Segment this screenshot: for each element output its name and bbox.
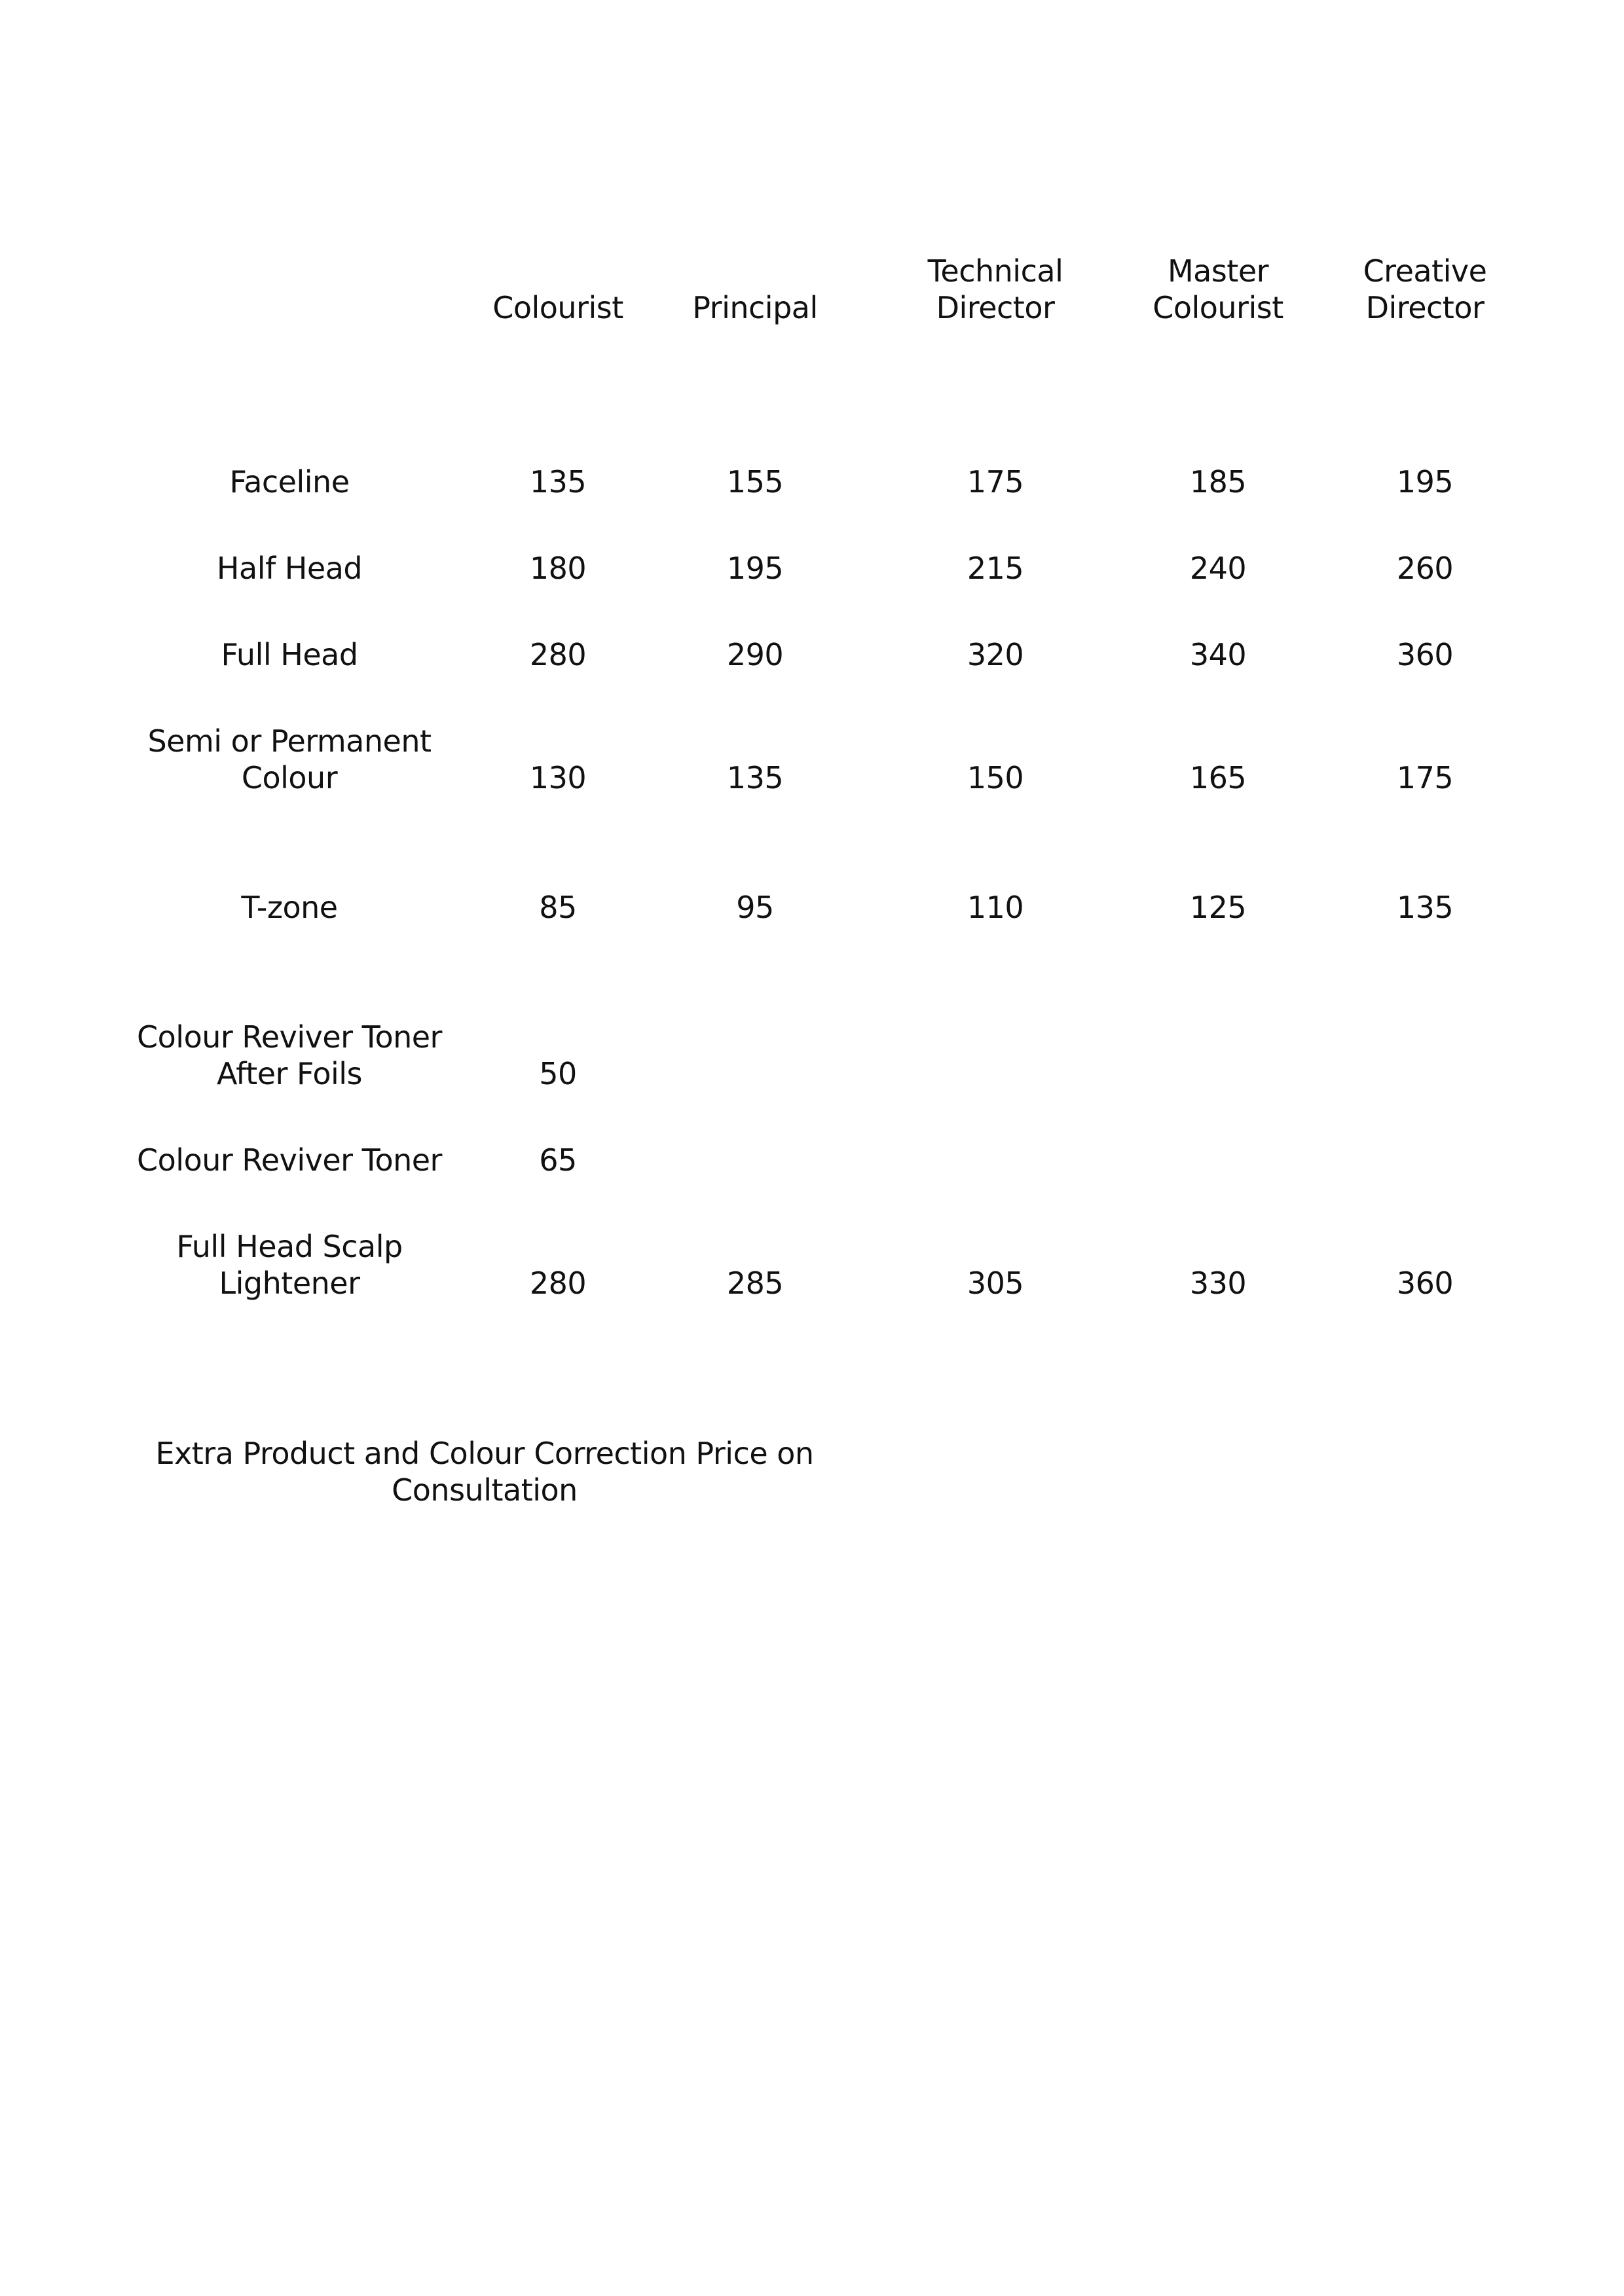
price-cell: 135 — [726, 760, 784, 795]
price-cell: 195 — [1396, 464, 1454, 500]
price-cell: 340 — [1189, 637, 1247, 672]
service-label: Full Head Scalp Lightener — [176, 1229, 403, 1301]
price-cell: 195 — [726, 551, 784, 586]
price-cell: 135 — [1396, 890, 1454, 925]
price-cell: 150 — [967, 760, 1024, 795]
column-header-creative-director: Creative Director — [1363, 253, 1487, 325]
service-label: Half Head — [216, 551, 363, 586]
consultation-note: Extra Product and Colour Correction Price on Consultation — [155, 1436, 814, 1508]
price-cell: 360 — [1396, 1266, 1454, 1301]
price-cell: 110 — [967, 890, 1024, 925]
price-cell: 360 — [1396, 637, 1454, 672]
service-label: Full Head — [221, 637, 358, 672]
price-cell: 130 — [529, 760, 587, 795]
price-cell: 280 — [529, 637, 587, 672]
service-label: T-zone — [241, 890, 338, 925]
price-cell: 125 — [1189, 890, 1247, 925]
column-header-colourist: Colourist — [492, 290, 623, 325]
price-cell: 240 — [1189, 551, 1247, 586]
price-cell: 180 — [529, 551, 587, 586]
column-header-master-colourist: Master Colourist — [1153, 253, 1283, 325]
price-cell: 290 — [726, 637, 784, 672]
service-label: Colour Reviver Toner After Foils — [137, 1019, 442, 1091]
price-cell: 95 — [736, 890, 774, 925]
column-header-principal: Principal — [692, 290, 818, 325]
price-cell: 175 — [1396, 760, 1454, 795]
price-cell: 285 — [726, 1266, 784, 1301]
service-label: Colour Reviver Toner — [137, 1142, 442, 1178]
price-cell: 280 — [529, 1266, 587, 1301]
price-cell: 85 — [539, 890, 577, 925]
price-cell: 320 — [967, 637, 1024, 672]
price-cell: 50 — [539, 1056, 577, 1091]
price-cell: 155 — [726, 464, 784, 500]
service-label: Faceline — [229, 464, 350, 500]
price-cell: 65 — [539, 1142, 577, 1178]
price-cell: 260 — [1396, 551, 1454, 586]
column-header-technical-director: Technical Director — [927, 253, 1063, 325]
price-cell: 215 — [967, 551, 1024, 586]
service-label: Semi or Permanent Colour — [147, 723, 432, 795]
price-cell: 330 — [1189, 1266, 1247, 1301]
price-cell: 135 — [529, 464, 587, 500]
price-cell: 185 — [1189, 464, 1247, 500]
price-cell: 305 — [967, 1266, 1024, 1301]
price-cell: 175 — [967, 464, 1024, 500]
price-cell: 165 — [1189, 760, 1247, 795]
